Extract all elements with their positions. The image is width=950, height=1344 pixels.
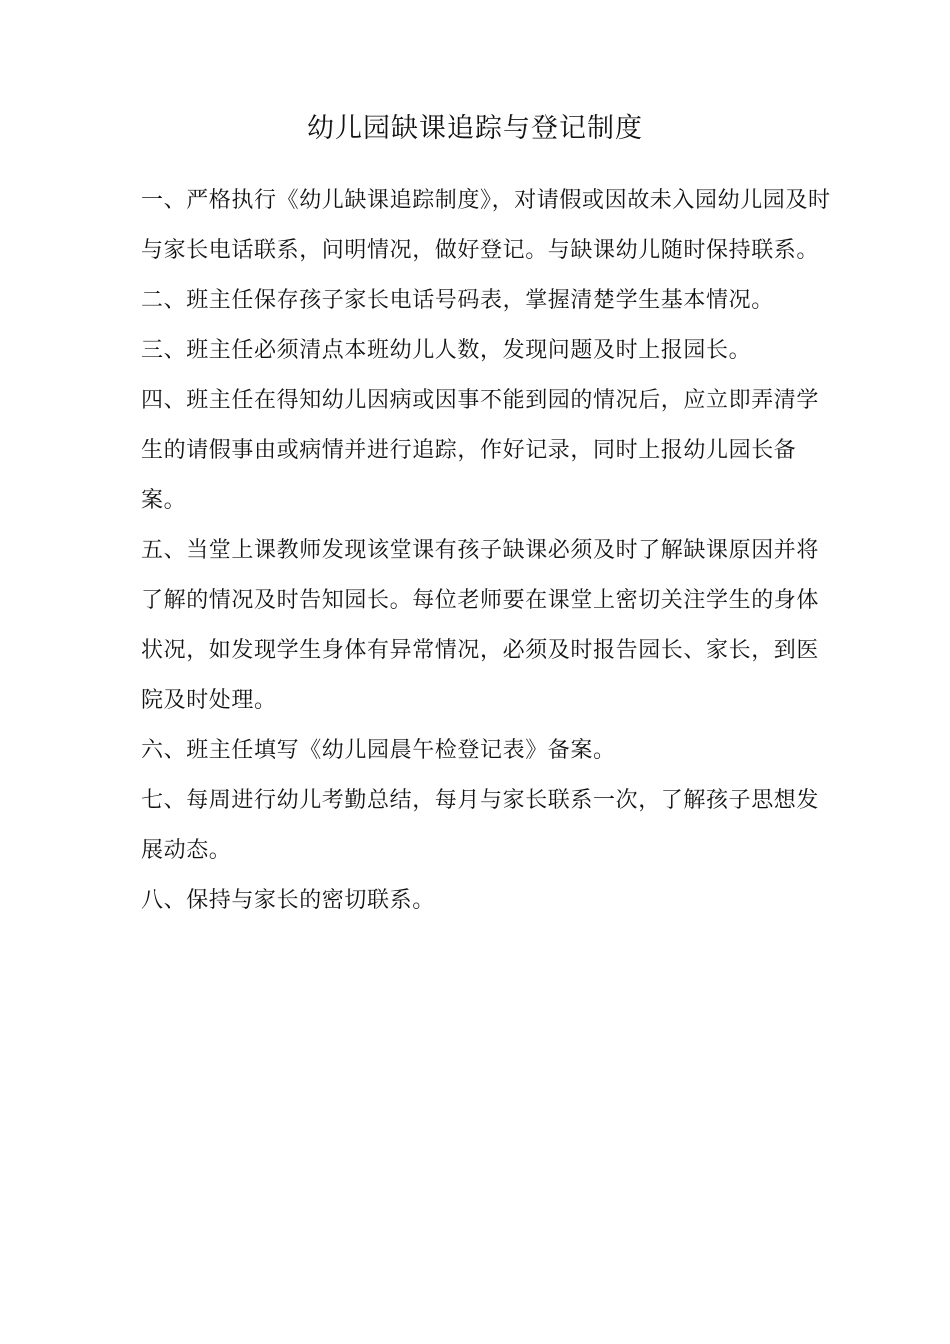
paragraph-5: 五、当堂上课教师发现该堂课有孩子缺课必须及时了解缺课原因并将了解的情况及时告知园长。每位老师要在课堂上密切关注学生的身体状况，如发现学生身体有异常情况，必须及时报告园长、家长，到医院及时处理。 xyxy=(141,538,820,713)
paragraph-1: 一、严格执行《幼儿缺课追踪制度》，对请假或因故未入园幼儿园及时与家长电话联系，问明情况，做好登记。与缺课幼儿随时保持联系。 xyxy=(141,188,831,263)
paragraph-2: 二、班主任保存孩子家长电话号码表，掌握清楚学生基本情况。 xyxy=(141,288,774,313)
paragraph-8: 八、保持与家长的密切联系。 xyxy=(141,888,435,913)
paragraph-3: 三、班主任必须清点本班幼儿人数，发现问题及时上报园长。 xyxy=(141,338,752,363)
paragraph-6: 六、班主任填写《幼儿园晨午检登记表》备案。 xyxy=(141,738,616,763)
paragraph-7: 七、每周进行幼儿考勤总结，每月与家长联系一次，了解孩子思想发展动态。 xyxy=(141,788,820,863)
paragraph-4: 四、班主任在得知幼儿因病或因事不能到园的情况后，应立即弄清学生的请假事由或病情并进行追踪，作好记录，同时上报幼儿园长备案。 xyxy=(141,388,820,513)
document-title: 幼儿园缺课追踪与登记制度 xyxy=(307,113,643,144)
document-body xyxy=(141,176,831,926)
